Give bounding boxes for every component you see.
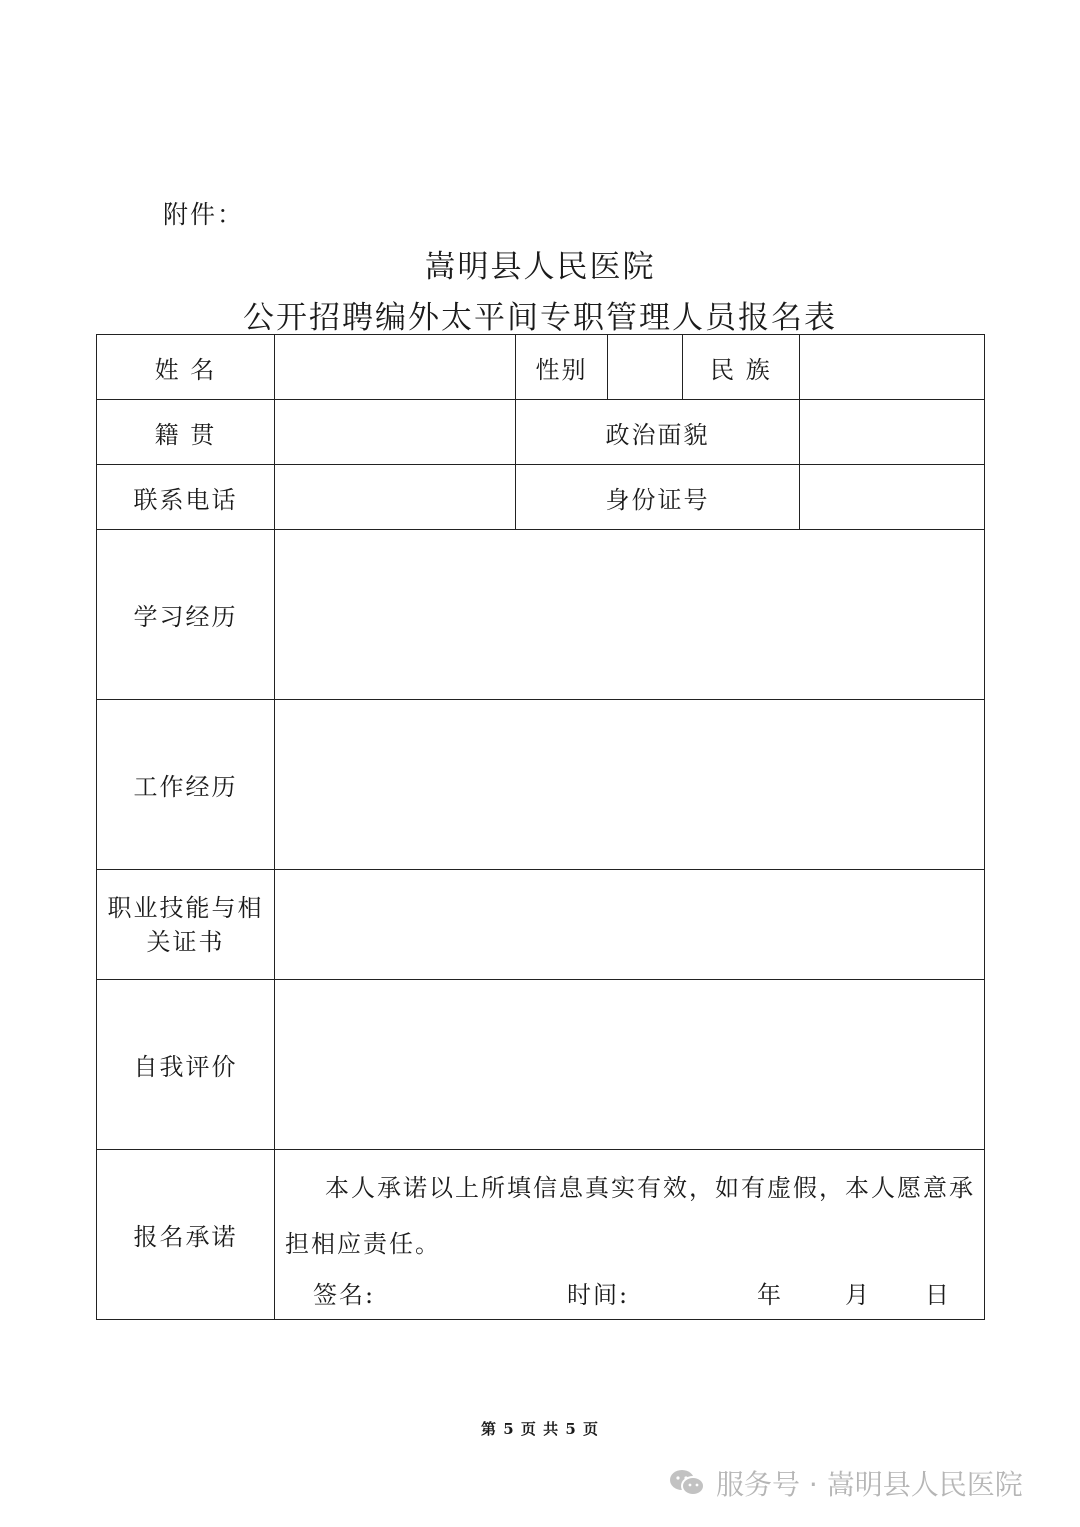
registration-form-table [96, 334, 985, 1320]
gender-label: 性别 [516, 335, 608, 400]
signature-row [313, 1275, 951, 1309]
id-number-field[interactable] [800, 465, 985, 530]
form-row-phone [97, 465, 985, 530]
attachment-label: 附件： [163, 200, 245, 229]
skills-label [97, 870, 275, 980]
work-label: 工作经历 [97, 700, 275, 870]
skills-label-line2: 关证书 [146, 927, 225, 956]
ethnicity-field[interactable] [800, 335, 985, 400]
political-status-label: 政治面貌 [516, 400, 800, 465]
day-label: 日 [925, 1281, 951, 1309]
month-label: 月 [845, 1281, 871, 1309]
form-row-education [97, 530, 985, 700]
form-row-self-evaluation [97, 980, 985, 1150]
form-row-native-place [97, 400, 985, 465]
education-label: 学习经历 [97, 530, 275, 700]
skills-field[interactable] [275, 870, 985, 980]
page-footer: 第 5 页 共 5 页 [481, 1420, 599, 1438]
work-field[interactable] [275, 700, 985, 870]
form-title: 公开招聘编外太平间专职管理人员报名表 [243, 300, 837, 336]
year-label: 年 [757, 1281, 783, 1309]
name-label: 姓 名 [97, 335, 275, 400]
watermark [668, 1463, 1023, 1503]
id-number-label: 身份证号 [516, 465, 800, 530]
native-place-label: 籍 贯 [97, 400, 275, 465]
watermark-text: 服务号 · 嵩明县人民医院 [716, 1468, 1023, 1501]
commitment-cell [275, 1150, 985, 1320]
self-evaluation-field[interactable] [275, 980, 985, 1150]
ethnicity-label: 民 族 [683, 335, 800, 400]
form-row-name [97, 335, 985, 400]
gender-field[interactable] [608, 335, 683, 400]
time-label: 时间: [567, 1281, 630, 1309]
native-place-field[interactable] [275, 400, 516, 465]
phone-label: 联系电话 [97, 465, 275, 530]
self-evaluation-label: 自我评价 [97, 980, 275, 1150]
education-field[interactable] [275, 530, 985, 700]
form-row-commitment [97, 1150, 985, 1320]
signature-label: 签名: [313, 1281, 376, 1309]
form-row-work [97, 700, 985, 870]
wechat-icon [668, 1467, 706, 1499]
phone-field[interactable] [275, 465, 516, 530]
form-row-skills [97, 870, 985, 980]
commitment-label: 报名承诺 [97, 1150, 275, 1320]
skills-label-line1: 职业技能与相 [107, 893, 264, 922]
name-field[interactable] [275, 335, 516, 400]
form-title-hospital: 嵩明县人民医院 [424, 249, 656, 285]
commitment-text: 本人承诺以上所填信息真实有效，如有虚假，本人愿意承担相应责任。 [285, 1174, 975, 1258]
political-status-field[interactable] [800, 400, 985, 465]
